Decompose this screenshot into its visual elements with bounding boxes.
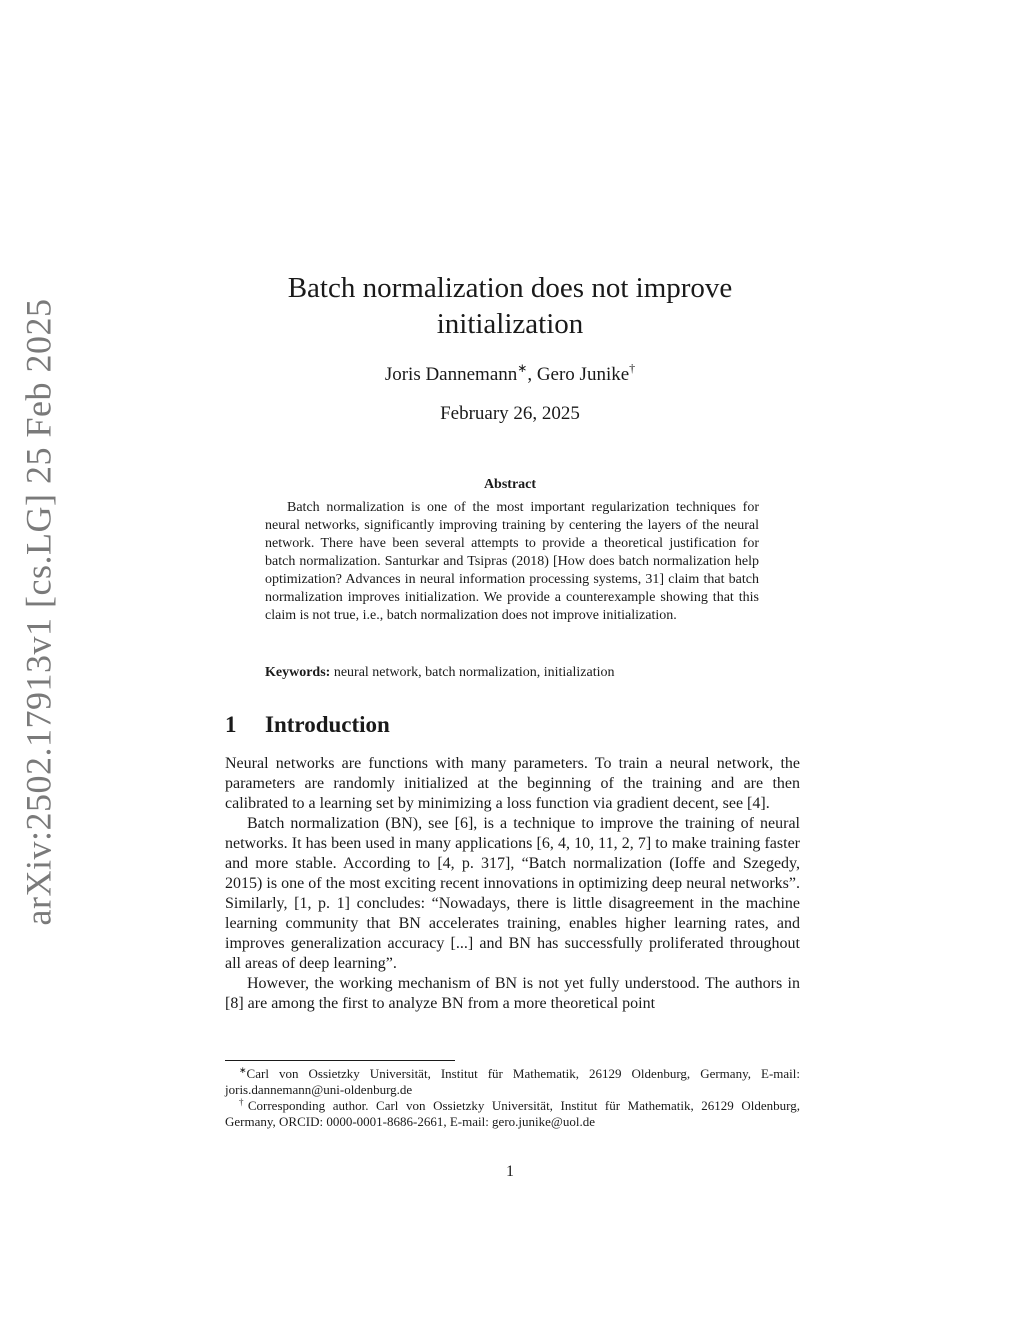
footnote-text: Corresponding author. Carl von Ossietzky Universität, Institut für Mathematik, 26129 Oldenburg, Germany, ORCID: 0000-0001-8686-2661, E-mail: gero.junike@uol.de	[225, 1098, 801, 1129]
body-paragraph: However, the working mechanism of BN is not yet fully understood. The authors in [8] are among the first to analyze BN from a more theoretical point	[225, 975, 800, 1012]
footnote-text: Carl von Ossietzky Universität, Institut für Mathematik, 26129 Oldenburg, Germany, E-mail: joris.dannemann@uni-oldenburg.de	[225, 1066, 800, 1097]
author-name: Joris Dannemann	[384, 364, 518, 385]
footnote-mark: †	[239, 1097, 248, 1107]
arxiv-watermark-text: arXiv:2502.17913v1 [cs.LG] 25 Feb 2025	[18, 298, 59, 926]
footnote-mark: †	[629, 361, 636, 375]
footnote-divider	[225, 1060, 455, 1061]
author-separator: ,	[527, 364, 537, 385]
body-paragraph: Neural networks are functions with many parameters. To train a neural network, the parameters are randomly initialized at the beginning of the training and are then calibrated to a learning set by minimizing a loss function via gradient decent, see [4].	[225, 755, 800, 812]
keywords-list: neural network, batch normalization, initialization	[330, 665, 615, 680]
abstract-heading: Abstract	[483, 477, 537, 492]
author-name: Gero Junike	[536, 364, 630, 385]
footnote	[225, 1098, 800, 1130]
section-body	[225, 754, 800, 1014]
footnote-mark: ∗	[239, 1065, 247, 1075]
footnotes	[225, 1066, 800, 1130]
body-paragraph: Batch normalization (BN), see [6], is a technique to improve the training of neural networks. It has been used in many applications [6, 4, 10, 11, 2, 7] to make training faster and more stable. According to [4, p. 317], “Batch normalization (Ioffe and Szegedy, 2015) is one of the most exciting recent innovations in optimizing deep neural networks”. Similarly, [1, p. 1] concludes: “Nowadays, there is little disagreement in the machine learning community that BN accelerates training, enables higher learning rates, and improves generalization accuracy [...] and BN has successfully proliferated throughout all areas of deep learning”.	[225, 815, 800, 972]
footnote	[225, 1066, 800, 1098]
section-heading	[225, 710, 800, 740]
keywords-label: Keywords:	[265, 665, 331, 680]
paper-title	[230, 270, 790, 342]
paper-title-line-2: initialization	[436, 308, 584, 340]
page-number: 1	[506, 1163, 514, 1180]
keywords-line	[265, 664, 759, 682]
section-title: Introduction	[265, 712, 390, 737]
publication-date: February 26, 2025	[440, 403, 580, 424]
author-list	[230, 363, 790, 387]
abstract-text: Batch normalization is one of the most important regularization techniques for neural networks, significantly improving training by centering the layers of the neural network. There have been several attempts to provide a theoretical justification for batch normalization. Santurkar and Tsipras (2018) [How does batch normalization help optimization? Advances in neural information processing systems, 31] claim that batch normalization improves initialization. We provide a counterexample showing that this claim is not true, i.e., batch normalization does not improve initialization.	[265, 500, 759, 623]
paper-title-line-1: Batch normalization does not improve	[287, 272, 733, 304]
footnote-mark: ∗	[517, 361, 528, 375]
section-number: 1	[225, 712, 237, 737]
arxiv-watermark	[14, 298, 62, 926]
